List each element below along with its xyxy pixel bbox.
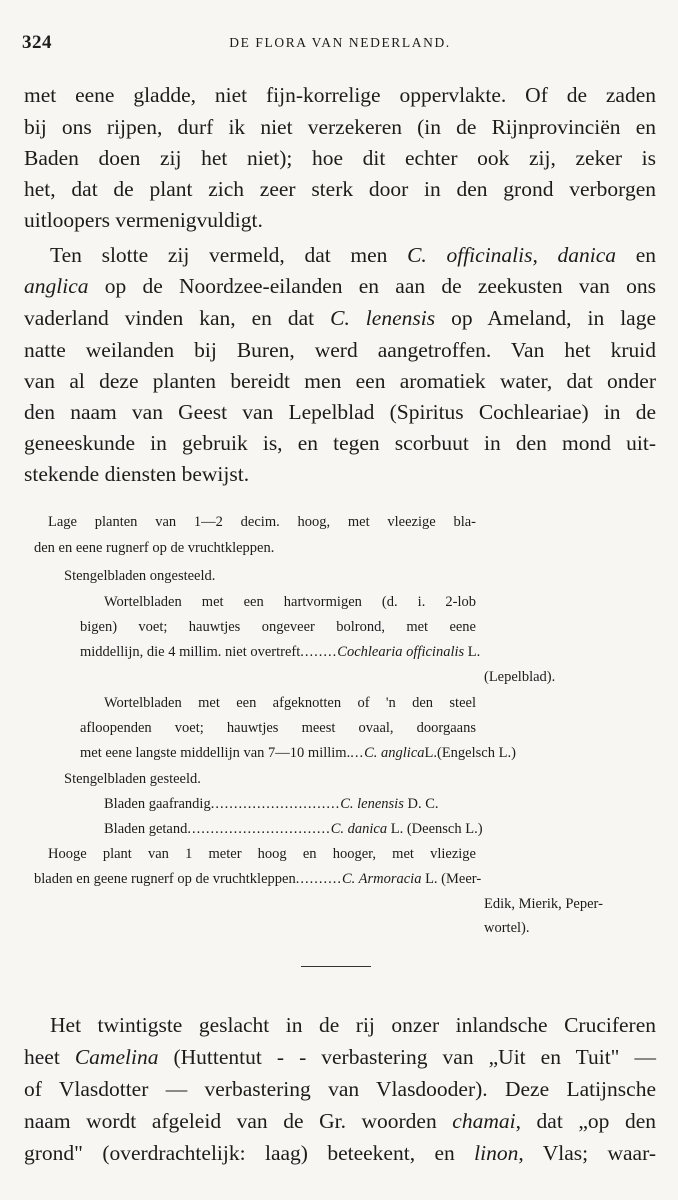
key-text: middellijn, die 4 millim. niet overtreft <box>80 644 301 660</box>
key-line: den en eene rugnerf op de vruchtkleppen. <box>34 540 275 556</box>
key-line: Hooge plant van 1 meter hoog en hooger, met vliezige <box>48 846 476 862</box>
genus-name: Camelina <box>74 1045 159 1069</box>
author-abbrev: L.(Engelsch L.) <box>424 745 516 761</box>
key-entry-danica <box>104 819 483 839</box>
text-run: grond" (overdrachtelijk: laag) beteekent, en <box>24 1141 475 1165</box>
text-line: stekende diensten bewijst. <box>24 462 250 486</box>
text-run: heet <box>24 1045 75 1069</box>
species-name: C. officinalis, danica <box>407 243 617 267</box>
key-entry-armoracia <box>34 869 481 889</box>
text-line <box>24 1106 656 1137</box>
text-line: het, dat de plant zich zeer sterk door in den grond verborgen <box>24 177 656 201</box>
key-line: afloopenden voet; hauwtjes meest ovaal, doorgaans <box>80 720 476 736</box>
key-line: Stengelbladen gesteeld. <box>64 771 201 787</box>
common-name: (Lepelblad). <box>484 669 556 685</box>
text-run: vaderland vinden kan, en dat <box>24 306 331 330</box>
text-line <box>24 271 656 301</box>
text-line: uitloopers vermenigvuldigt. <box>24 208 263 232</box>
greek-word: linon <box>474 1141 519 1165</box>
text-run: op de Noordzee-eilanden en aan de zeekusten van ons <box>88 274 656 298</box>
key-entry-anglica <box>80 743 516 763</box>
text-run: op Ameland, in lage <box>435 306 657 330</box>
species-name: C. lenensis <box>330 306 436 330</box>
text-line: Het twintigste geslacht in de rij onzer inlandsche Cruciferen <box>50 1013 656 1037</box>
page-header <box>22 32 658 56</box>
leader-dots: ... <box>350 745 365 761</box>
author-abbrev: L. (Deensch L.) <box>387 821 483 837</box>
common-name: Edik, Mierik, Peper- <box>484 896 603 912</box>
text-line: geneeskunde in gebruik is, en tegen scorbuut in den mond uit- <box>24 431 656 455</box>
common-name: wortel). <box>484 920 530 936</box>
text-line: van al deze planten bereidt men een aromatiek water, dat onder <box>24 369 656 393</box>
species-name: Cochlearia officinalis <box>337 644 465 660</box>
key-entry-lenensis <box>104 794 439 814</box>
species-name: anglica <box>24 274 89 298</box>
text-run: , dat „op den <box>515 1109 656 1133</box>
text-line <box>24 240 656 270</box>
author-abbrev: L. <box>464 644 481 660</box>
text-line: natte weilanden bij Buren, werd aangetroffen. Van het kruid <box>24 338 656 362</box>
text-run: naam wordt afgeleid van de Gr. woorden <box>24 1109 453 1133</box>
leader-dots: .......... <box>295 871 342 887</box>
text-run: , Vlas; waar- <box>518 1141 656 1165</box>
key-text: Bladen gaafrandig <box>104 796 211 812</box>
key-line: Wortelbladen met een hartvormigen (d. i. 2-lob <box>104 594 476 610</box>
key-line: Lage planten van 1—2 decim. hoog, met vleezige bla- <box>48 514 476 530</box>
author-abbrev: D. C. <box>403 796 439 812</box>
text-line <box>24 1138 656 1169</box>
text-run: (Huttentut - - verbastering van „Uit en Tuit" — <box>158 1045 656 1069</box>
key-line: Wortelbladen met een afgeknotten of 'n den steel <box>104 695 476 711</box>
species-name: C. anglica <box>364 745 425 761</box>
text-line: met eene gladde, niet fijn-korrelige oppervlakte. Of de zaden <box>24 83 656 107</box>
key-entry-officinalis <box>80 642 480 662</box>
text-line: den naam van Geest van Lepelblad (Spiritus Cochleariae) in de <box>24 400 656 424</box>
page-number: 324 <box>22 32 52 53</box>
text-line: of Vlasdotter — verbastering van Vlasdooder). Deze Latijnsche <box>24 1077 656 1101</box>
leader-dots: ............................... <box>187 821 331 837</box>
author-abbrev: L. (Meer- <box>421 871 482 887</box>
text-line <box>24 1042 656 1073</box>
key-text: Bladen getand <box>104 821 188 837</box>
text-run: en <box>616 243 657 267</box>
key-line: Stengelbladen ongesteeld. <box>64 568 216 584</box>
text-line: Baden doen zij het niet); hoe dit echter ook zij, zeker is <box>24 146 656 170</box>
greek-word: chamai <box>452 1109 516 1133</box>
text-run: Ten slotte zij vermeld, dat men <box>50 243 408 267</box>
species-name: C. danica <box>330 821 388 837</box>
leader-dots: ............................ <box>210 796 341 812</box>
leader-dots: ........ <box>300 644 338 660</box>
running-title: DE FLORA VAN NEDERLAND. <box>229 35 451 50</box>
species-name: C. Armoracia <box>341 871 422 887</box>
key-text: met eene langste middellijn van 7—10 millim. <box>80 745 351 761</box>
key-text: bladen en geene rugnerf op de vruchtkleppen <box>34 871 296 887</box>
text-line: bij ons rijpen, durf ik niet verzekeren (in de Rijnprovinciën en <box>24 115 656 139</box>
species-name: C. lenensis <box>340 796 404 812</box>
text-line <box>24 303 656 333</box>
key-line: bigen) voet; hauwtjes ongeveer bolrond, met eene <box>80 619 476 635</box>
section-divider <box>301 966 371 967</box>
